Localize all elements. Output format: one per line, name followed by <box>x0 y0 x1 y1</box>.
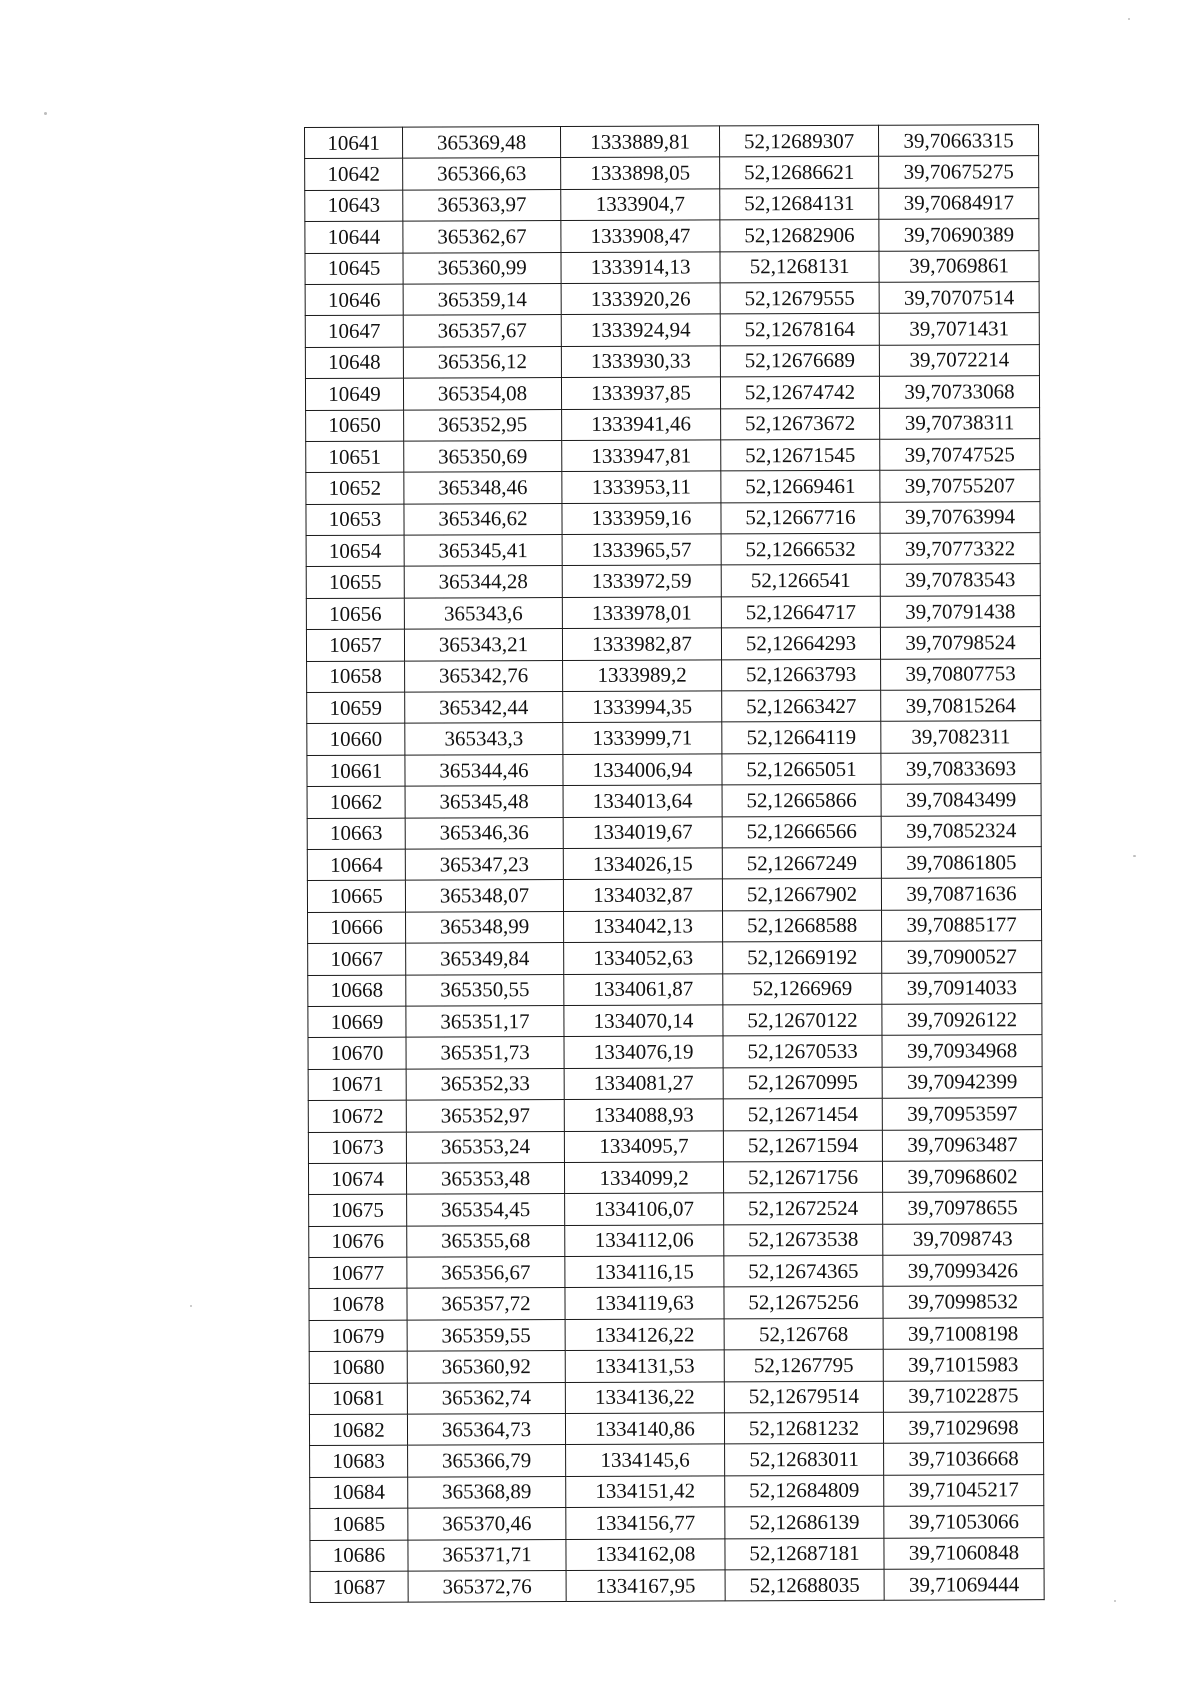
table-row <box>307 690 1041 724</box>
y-coordinate-cell: 1334006,94 <box>563 754 722 786</box>
y-coordinate-cell: 1333898,05 <box>561 157 720 189</box>
y-coordinate-cell: 1333930,33 <box>561 346 720 378</box>
x-coordinate-cell: 365352,97 <box>406 1100 564 1132</box>
y-coordinate-cell: 1334032,87 <box>563 879 722 911</box>
point-number-cell: 10670 <box>308 1037 406 1069</box>
y-coordinate-cell: 1333989,2 <box>563 660 722 692</box>
latitude-cell: 52,12664119 <box>722 722 881 754</box>
y-coordinate-cell: 1334061,87 <box>564 973 723 1005</box>
longitude-cell: 39,71008198 <box>883 1318 1043 1350</box>
longitude-cell: 39,70738311 <box>880 407 1040 439</box>
longitude-cell: 39,70963487 <box>882 1129 1042 1161</box>
point-number-cell: 10648 <box>305 347 403 379</box>
point-number-cell: 10655 <box>306 567 404 599</box>
latitude-cell: 52,12669192 <box>723 941 882 973</box>
table-row <box>308 1161 1042 1195</box>
x-coordinate-cell: 365342,44 <box>405 692 563 724</box>
y-coordinate-cell: 1334081,27 <box>564 1068 723 1100</box>
table-row <box>306 501 1040 535</box>
longitude-cell: 39,70885177 <box>882 909 1042 941</box>
longitude-cell: 39,70783543 <box>880 564 1040 596</box>
scan-speck <box>1133 855 1136 857</box>
y-coordinate-cell: 1334162,08 <box>566 1538 725 1570</box>
y-coordinate-cell: 1333920,26 <box>561 283 720 315</box>
longitude-cell: 39,70807753 <box>881 658 1041 690</box>
y-coordinate-cell: 1334116,15 <box>565 1256 724 1288</box>
y-coordinate-cell: 1333965,57 <box>562 534 721 566</box>
table-row <box>307 878 1041 912</box>
y-coordinate-cell: 1334042,13 <box>564 911 723 943</box>
x-coordinate-cell: 365346,62 <box>404 503 562 535</box>
y-coordinate-cell: 1333999,71 <box>563 722 722 754</box>
point-number-cell: 10672 <box>308 1100 406 1132</box>
latitude-cell: 52,12673538 <box>724 1224 883 1256</box>
point-number-cell: 10659 <box>307 692 405 724</box>
latitude-cell: 52,12674742 <box>720 376 879 408</box>
longitude-cell: 39,70934968 <box>882 1035 1042 1067</box>
x-coordinate-cell: 365350,55 <box>406 974 564 1006</box>
point-number-cell: 10653 <box>306 504 404 536</box>
x-coordinate-cell: 365357,72 <box>407 1288 565 1320</box>
point-number-cell: 10646 <box>305 284 403 316</box>
table-row <box>305 313 1039 347</box>
y-coordinate-cell: 1334145,6 <box>566 1444 725 1476</box>
longitude-cell: 39,70968602 <box>882 1161 1042 1193</box>
longitude-cell: 39,71045217 <box>884 1474 1044 1506</box>
table-row <box>308 909 1042 943</box>
point-number-cell: 10682 <box>309 1414 407 1446</box>
y-coordinate-cell: 1334070,14 <box>564 1005 723 1037</box>
point-number-cell: 10678 <box>309 1289 407 1321</box>
point-number-cell: 10660 <box>307 724 405 756</box>
point-number-cell: 10666 <box>308 912 406 944</box>
y-coordinate-cell: 1333924,94 <box>561 314 720 346</box>
table-row <box>309 1349 1043 1383</box>
latitude-cell: 52,12670533 <box>723 1036 882 1068</box>
latitude-cell: 52,12679555 <box>720 282 879 314</box>
longitude-cell: 39,70763994 <box>880 501 1040 533</box>
longitude-cell: 39,70993426 <box>883 1255 1043 1287</box>
y-coordinate-cell: 1334136,22 <box>565 1382 724 1414</box>
latitude-cell: 52,1266969 <box>723 973 882 1005</box>
x-coordinate-cell: 365349,84 <box>406 943 564 975</box>
latitude-cell: 52,12674365 <box>724 1255 883 1287</box>
coordinates-table <box>304 124 1045 1603</box>
x-coordinate-cell: 365348,46 <box>404 472 562 504</box>
point-number-cell: 10671 <box>308 1069 406 1101</box>
longitude-cell: 39,70900527 <box>882 941 1042 973</box>
point-number-cell: 10644 <box>305 221 403 253</box>
latitude-cell: 52,12666532 <box>721 533 880 565</box>
table-row <box>306 627 1040 661</box>
y-coordinate-cell: 1334052,63 <box>564 942 723 974</box>
point-number-cell: 10645 <box>305 253 403 285</box>
x-coordinate-cell: 365352,95 <box>404 409 562 441</box>
table-row <box>306 407 1040 441</box>
y-coordinate-cell: 1333914,13 <box>561 251 720 283</box>
table-row <box>309 1412 1043 1446</box>
y-coordinate-cell: 1334106,07 <box>565 1193 724 1225</box>
table-body <box>305 125 1045 1603</box>
longitude-cell: 39,70773322 <box>880 533 1040 565</box>
table-row <box>309 1286 1043 1320</box>
x-coordinate-cell: 365370,46 <box>408 1508 566 1540</box>
longitude-cell: 39,7071431 <box>879 313 1039 345</box>
latitude-cell: 52,12687181 <box>725 1538 884 1570</box>
table-row <box>307 658 1041 692</box>
table-row <box>305 250 1039 284</box>
x-coordinate-cell: 365371,71 <box>408 1539 566 1571</box>
longitude-cell: 39,70791438 <box>880 596 1040 628</box>
scan-speck <box>1114 1600 1116 1602</box>
table-row <box>306 439 1040 473</box>
table-row <box>305 156 1039 190</box>
longitude-cell: 39,70978655 <box>883 1192 1043 1224</box>
x-coordinate-cell: 365347,23 <box>405 848 563 880</box>
latitude-cell: 52,12663427 <box>722 690 881 722</box>
longitude-cell: 39,7098743 <box>883 1223 1043 1255</box>
y-coordinate-cell: 1333978,01 <box>562 597 721 629</box>
x-coordinate-cell: 365351,17 <box>406 1005 564 1037</box>
point-number-cell: 10684 <box>310 1477 408 1509</box>
table-row <box>307 784 1041 818</box>
latitude-cell: 52,12686139 <box>725 1506 884 1538</box>
y-coordinate-cell: 1334112,06 <box>565 1225 724 1257</box>
latitude-cell: 52,12684809 <box>725 1475 884 1507</box>
latitude-cell: 52,12667716 <box>721 502 880 534</box>
latitude-cell: 52,12668588 <box>723 910 882 942</box>
y-coordinate-cell: 1334026,15 <box>563 848 722 880</box>
longitude-cell: 39,70663315 <box>878 125 1038 157</box>
scan-speck <box>190 1305 192 1307</box>
x-coordinate-cell: 365366,63 <box>403 158 561 190</box>
point-number-cell: 10643 <box>305 190 403 222</box>
latitude-cell: 52,12666566 <box>722 816 881 848</box>
point-number-cell: 10647 <box>305 315 403 347</box>
table-row <box>307 721 1041 755</box>
scan-speck <box>44 112 47 115</box>
x-coordinate-cell: 365343,6 <box>404 597 562 629</box>
longitude-cell: 39,70833693 <box>881 752 1041 784</box>
longitude-cell: 39,70707514 <box>879 282 1039 314</box>
table-row <box>308 1004 1042 1038</box>
point-number-cell: 10658 <box>307 661 405 693</box>
latitude-cell: 52,12686621 <box>720 157 879 189</box>
latitude-cell: 52,12679514 <box>724 1381 883 1413</box>
table-row <box>307 847 1041 881</box>
x-coordinate-cell: 365351,73 <box>406 1037 564 1069</box>
y-coordinate-cell: 1334156,77 <box>566 1507 725 1539</box>
table-row <box>305 125 1039 159</box>
latitude-cell: 52,12678164 <box>720 314 879 346</box>
longitude-cell: 39,70733068 <box>879 376 1039 408</box>
latitude-cell: 52,12665051 <box>722 753 881 785</box>
y-coordinate-cell: 1333904,7 <box>561 189 720 221</box>
point-number-cell: 10665 <box>307 880 405 912</box>
y-coordinate-cell: 1334119,63 <box>565 1287 724 1319</box>
x-coordinate-cell: 365350,69 <box>404 440 562 472</box>
longitude-cell: 39,71069444 <box>884 1569 1044 1601</box>
y-coordinate-cell: 1333941,46 <box>562 408 721 440</box>
x-coordinate-cell: 365342,76 <box>405 660 563 692</box>
latitude-cell: 52,12673672 <box>721 408 880 440</box>
y-coordinate-cell: 1334151,42 <box>566 1476 725 1508</box>
longitude-cell: 39,70926122 <box>882 1004 1042 1036</box>
table-row <box>309 1223 1043 1257</box>
table-row <box>306 533 1040 567</box>
latitude-cell: 52,12688035 <box>725 1569 884 1601</box>
longitude-cell: 39,70690389 <box>879 219 1039 251</box>
longitude-cell: 39,71022875 <box>883 1380 1043 1412</box>
x-coordinate-cell: 365348,99 <box>406 911 564 943</box>
table-row <box>307 752 1041 786</box>
longitude-cell: 39,70675275 <box>879 156 1039 188</box>
point-number-cell: 10656 <box>306 598 404 630</box>
x-coordinate-cell: 365372,76 <box>408 1570 566 1602</box>
table-row <box>308 972 1042 1006</box>
latitude-cell: 52,12663793 <box>722 659 881 691</box>
point-number-cell: 10651 <box>306 441 404 473</box>
table-row <box>308 1129 1042 1163</box>
longitude-cell: 39,70861805 <box>881 847 1041 879</box>
point-number-cell: 10662 <box>307 786 405 818</box>
table-row <box>306 470 1040 504</box>
x-coordinate-cell: 365345,48 <box>405 786 563 818</box>
point-number-cell: 10642 <box>305 159 403 191</box>
latitude-cell: 52,12671756 <box>723 1161 882 1193</box>
table-row <box>310 1443 1044 1477</box>
table-row <box>310 1569 1044 1603</box>
x-coordinate-cell: 365343,3 <box>405 723 563 755</box>
point-number-cell: 10668 <box>308 975 406 1007</box>
longitude-cell: 39,70815264 <box>881 690 1041 722</box>
longitude-cell: 39,70914033 <box>882 972 1042 1004</box>
y-coordinate-cell: 1334013,64 <box>563 785 722 817</box>
x-coordinate-cell: 365362,67 <box>403 221 561 253</box>
point-number-cell: 10673 <box>308 1132 406 1164</box>
latitude-cell: 52,12684131 <box>720 188 879 220</box>
longitude-cell: 39,71036668 <box>884 1443 1044 1475</box>
point-number-cell: 10649 <box>305 378 403 410</box>
x-coordinate-cell: 365360,92 <box>407 1351 565 1383</box>
latitude-cell: 52,12667249 <box>722 847 881 879</box>
point-number-cell: 10685 <box>310 1508 408 1540</box>
point-number-cell: 10652 <box>306 472 404 504</box>
table-row <box>308 1035 1042 1069</box>
point-number-cell: 10675 <box>309 1194 407 1226</box>
x-coordinate-cell: 365353,48 <box>406 1162 564 1194</box>
latitude-cell: 52,12672524 <box>724 1193 883 1225</box>
point-number-cell: 10686 <box>310 1540 408 1572</box>
longitude-cell: 39,70998532 <box>883 1286 1043 1318</box>
table-row <box>310 1506 1044 1540</box>
x-coordinate-cell: 365362,74 <box>407 1382 565 1414</box>
point-number-cell: 10663 <box>307 818 405 850</box>
x-coordinate-cell: 365354,08 <box>403 378 561 410</box>
table-row <box>307 815 1041 849</box>
x-coordinate-cell: 365366,79 <box>408 1445 566 1477</box>
y-coordinate-cell: 1333972,59 <box>562 565 721 597</box>
latitude-cell: 52,12681232 <box>724 1412 883 1444</box>
x-coordinate-cell: 365369,48 <box>403 127 561 159</box>
x-coordinate-cell: 365354,45 <box>407 1194 565 1226</box>
y-coordinate-cell: 1333953,11 <box>562 471 721 503</box>
y-coordinate-cell: 1334099,2 <box>564 1162 723 1194</box>
y-coordinate-cell: 1334126,22 <box>565 1319 724 1351</box>
latitude-cell: 52,126768 <box>724 1318 883 1350</box>
x-coordinate-cell: 365343,21 <box>404 629 562 661</box>
point-number-cell: 10661 <box>307 755 405 787</box>
x-coordinate-cell: 365355,68 <box>407 1225 565 1257</box>
longitude-cell: 39,70942399 <box>882 1066 1042 1098</box>
y-coordinate-cell: 1334131,53 <box>565 1350 724 1382</box>
table-row <box>310 1537 1044 1571</box>
latitude-cell: 52,12671454 <box>723 1098 882 1130</box>
table-row <box>305 282 1039 316</box>
table-row <box>308 941 1042 975</box>
latitude-cell: 52,12676689 <box>720 345 879 377</box>
table-row <box>309 1192 1043 1226</box>
latitude-cell: 52,12675256 <box>724 1287 883 1319</box>
table-row <box>308 1098 1042 1132</box>
latitude-cell: 52,12670122 <box>723 1004 882 1036</box>
x-coordinate-cell: 365359,55 <box>407 1319 565 1351</box>
longitude-cell: 39,7082311 <box>881 721 1041 753</box>
x-coordinate-cell: 365344,28 <box>404 566 562 598</box>
y-coordinate-cell: 1333889,81 <box>561 126 720 158</box>
x-coordinate-cell: 365356,67 <box>407 1257 565 1289</box>
y-coordinate-cell: 1333937,85 <box>561 377 720 409</box>
point-number-cell: 10677 <box>309 1257 407 1289</box>
table-row <box>306 596 1040 630</box>
latitude-cell: 52,12671545 <box>721 439 880 471</box>
longitude-cell: 39,7069861 <box>879 250 1039 282</box>
latitude-cell: 52,12683011 <box>725 1444 884 1476</box>
longitude-cell: 39,70747525 <box>880 439 1040 471</box>
x-coordinate-cell: 365360,99 <box>403 252 561 284</box>
table-row <box>306 564 1040 598</box>
point-number-cell: 10687 <box>310 1571 408 1603</box>
longitude-cell: 39,71060848 <box>884 1537 1044 1569</box>
x-coordinate-cell: 365363,97 <box>403 189 561 221</box>
table-row <box>305 376 1039 410</box>
y-coordinate-cell: 1333947,81 <box>562 440 721 472</box>
y-coordinate-cell: 1334140,86 <box>565 1413 724 1445</box>
y-coordinate-cell: 1333994,35 <box>563 691 722 723</box>
point-number-cell: 10681 <box>309 1383 407 1415</box>
point-number-cell: 10674 <box>308 1163 406 1195</box>
latitude-cell: 52,1267795 <box>724 1350 883 1382</box>
latitude-cell: 52,12664293 <box>721 628 880 660</box>
y-coordinate-cell: 1333982,87 <box>562 628 721 660</box>
y-coordinate-cell: 1334019,67 <box>563 816 722 848</box>
table-row <box>309 1380 1043 1414</box>
latitude-cell: 52,12689307 <box>719 125 878 157</box>
y-coordinate-cell: 1334076,19 <box>564 1036 723 1068</box>
point-number-cell: 10641 <box>305 127 403 159</box>
table-row <box>309 1318 1043 1352</box>
point-number-cell: 10664 <box>307 849 405 881</box>
latitude-cell: 52,1268131 <box>720 251 879 283</box>
point-number-cell: 10667 <box>308 943 406 975</box>
longitude-cell: 39,70755207 <box>880 470 1040 502</box>
point-number-cell: 10683 <box>310 1446 408 1478</box>
table-row <box>305 344 1039 378</box>
longitude-cell: 39,70852324 <box>881 815 1041 847</box>
latitude-cell: 52,12682906 <box>720 219 879 251</box>
longitude-cell: 39,70843499 <box>881 784 1041 816</box>
latitude-cell: 52,12665866 <box>722 784 881 816</box>
point-number-cell: 10650 <box>306 410 404 442</box>
y-coordinate-cell: 1333908,47 <box>561 220 720 252</box>
latitude-cell: 52,12664717 <box>721 596 880 628</box>
x-coordinate-cell: 365353,24 <box>406 1131 564 1163</box>
x-coordinate-cell: 365357,67 <box>403 315 561 347</box>
x-coordinate-cell: 365345,41 <box>404 535 562 567</box>
longitude-cell: 39,70953597 <box>882 1098 1042 1130</box>
x-coordinate-cell: 365352,33 <box>406 1068 564 1100</box>
longitude-cell: 39,70798524 <box>880 627 1040 659</box>
point-number-cell: 10654 <box>306 535 404 567</box>
table-row <box>305 187 1039 221</box>
latitude-cell: 52,12670995 <box>723 1067 882 1099</box>
latitude-cell: 52,12669461 <box>721 471 880 503</box>
x-coordinate-cell: 365356,12 <box>403 346 561 378</box>
x-coordinate-cell: 365344,46 <box>405 754 563 786</box>
point-number-cell: 10680 <box>309 1351 407 1383</box>
point-number-cell: 10657 <box>306 629 404 661</box>
point-number-cell: 10669 <box>308 1006 406 1038</box>
table-row <box>310 1474 1044 1508</box>
scan-speck <box>1128 18 1130 20</box>
y-coordinate-cell: 1333959,16 <box>562 503 721 535</box>
x-coordinate-cell: 365368,89 <box>408 1476 566 1508</box>
y-coordinate-cell: 1334095,7 <box>564 1130 723 1162</box>
x-coordinate-cell: 365364,73 <box>407 1414 565 1446</box>
y-coordinate-cell: 1334088,93 <box>564 1099 723 1131</box>
table-row <box>309 1255 1043 1289</box>
longitude-cell: 39,71053066 <box>884 1506 1044 1538</box>
longitude-cell: 39,70871636 <box>881 878 1041 910</box>
latitude-cell: 52,12667902 <box>722 879 881 911</box>
longitude-cell: 39,70684917 <box>879 187 1039 219</box>
x-coordinate-cell: 365359,14 <box>403 283 561 315</box>
x-coordinate-cell: 365348,07 <box>405 880 563 912</box>
longitude-cell: 39,71015983 <box>883 1349 1043 1381</box>
table-row <box>308 1066 1042 1100</box>
latitude-cell: 52,1266541 <box>721 565 880 597</box>
latitude-cell: 52,12671594 <box>723 1130 882 1162</box>
x-coordinate-cell: 365346,36 <box>405 817 563 849</box>
point-number-cell: 10679 <box>309 1320 407 1352</box>
y-coordinate-cell: 1334167,95 <box>566 1570 725 1602</box>
point-number-cell: 10676 <box>309 1226 407 1258</box>
longitude-cell: 39,71029698 <box>883 1412 1043 1444</box>
longitude-cell: 39,7072214 <box>879 344 1039 376</box>
table-row <box>305 219 1039 253</box>
